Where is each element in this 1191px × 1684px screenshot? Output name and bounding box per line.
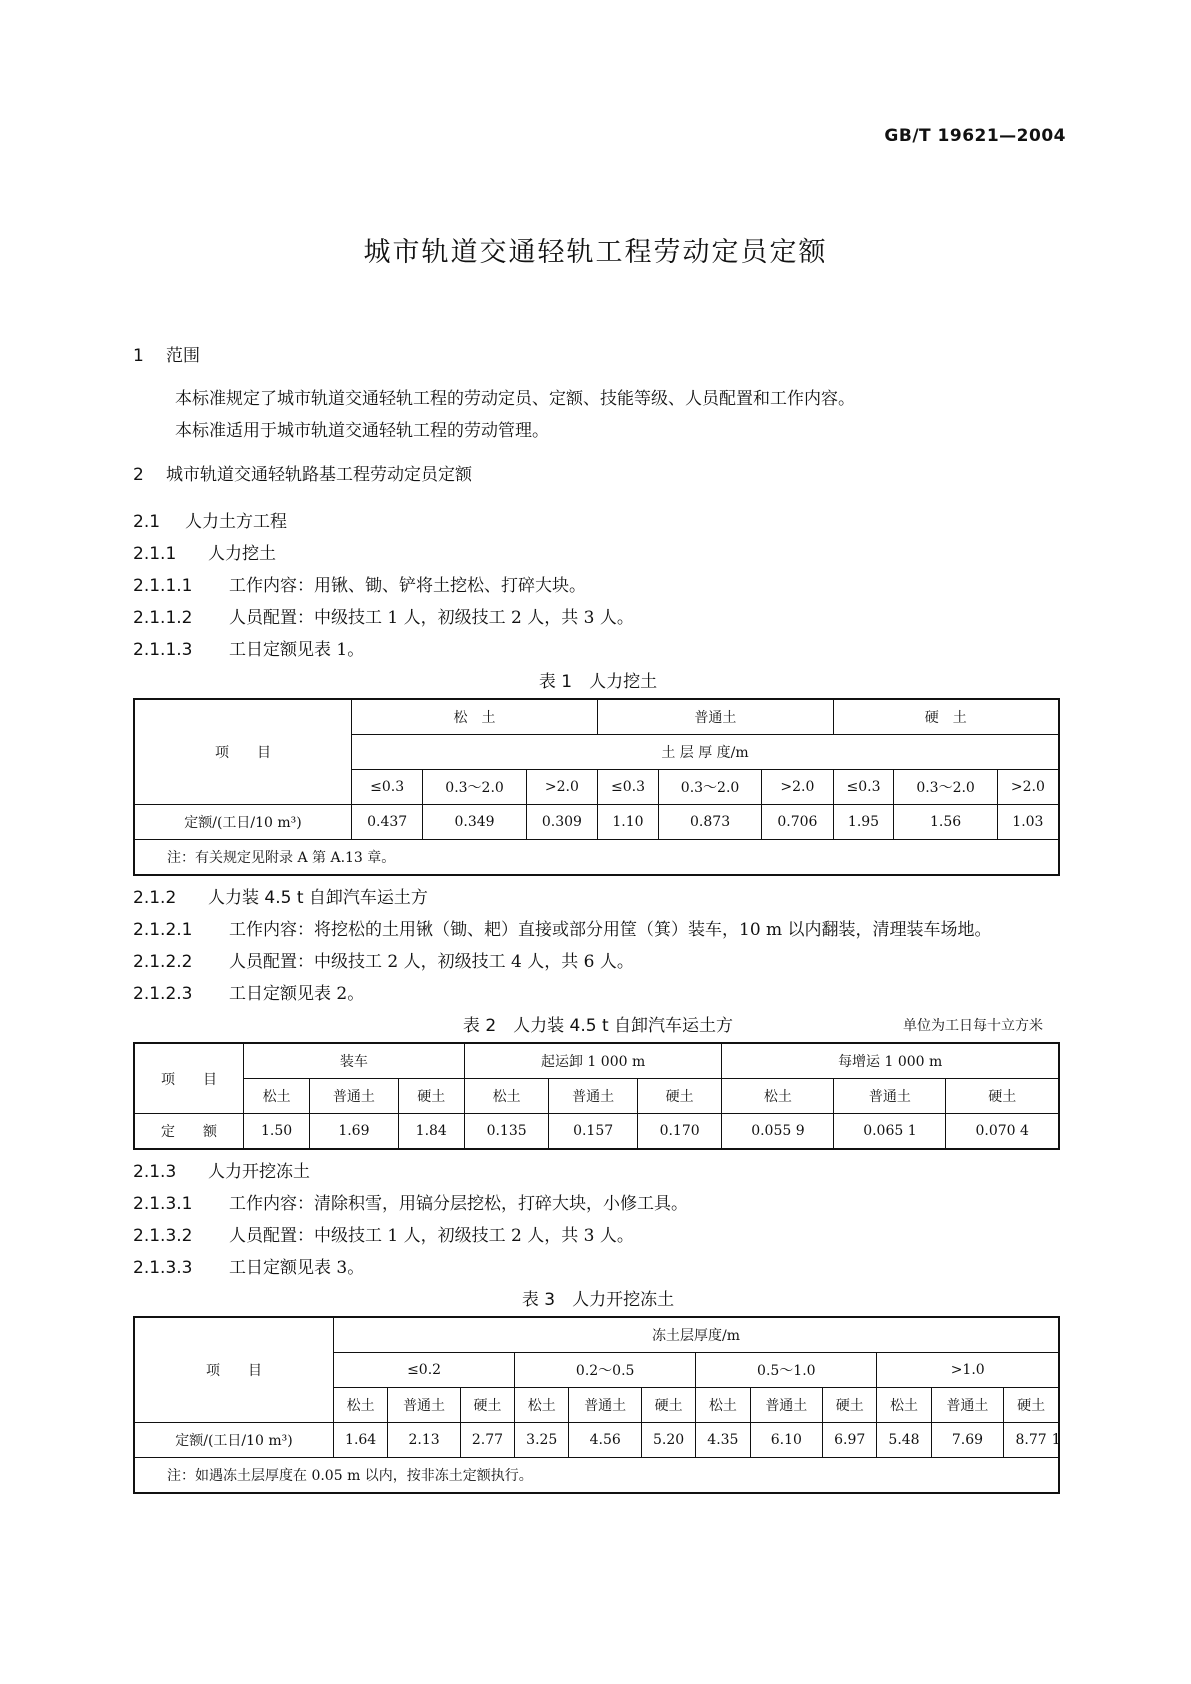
table-cell: 1.69 (310, 1114, 398, 1150)
clause-number: 2.1.3.1 (133, 1194, 193, 1214)
table-col-header: >2.0 (762, 770, 833, 805)
table-col-header: 普通土 (310, 1079, 398, 1114)
clause-number: 2.1.1.3 (133, 640, 193, 660)
clause-number: 2.1.3.2 (133, 1226, 193, 1246)
table-cell: 6.10 (750, 1423, 823, 1458)
table-cell: 0.309 (526, 805, 597, 840)
table-col-header: 硬土 (637, 1079, 722, 1114)
clause-number: 2.1.2.3 (133, 984, 193, 1004)
clause (133, 1252, 1063, 1284)
table-note: 注：如遇冻土层厚度在 0.05 m 以内，按非冻土定额执行。 (134, 1458, 1059, 1494)
document-title: 城市轨道交通轻轨工程劳动定员定额 (363, 237, 828, 268)
clause-text: 人员配置：中级技工 2 人，初级技工 4 人，共 6 人。 (229, 952, 634, 972)
section-title: 城市轨道交通轻轨路基工程劳动定员定额 (166, 465, 472, 485)
table-cell: 6.97 (823, 1423, 877, 1458)
table-cell: 0.170 (637, 1114, 722, 1150)
table-col-header: 松土 (722, 1079, 834, 1114)
table-item-header: 项 目 (134, 1317, 334, 1423)
table-cell: 1.64 (334, 1423, 388, 1458)
table-col-header: 硬土 (641, 1388, 695, 1423)
table-3-caption (133, 1284, 1063, 1316)
table-row (134, 805, 1059, 840)
table-col-header: 普通土 (388, 1388, 461, 1423)
table-col-header: 松土 (515, 1388, 569, 1423)
section-number: 2.1.2 (133, 888, 177, 908)
clause-number: 2.1.1.1 (133, 576, 193, 596)
section-title: 范围 (166, 346, 200, 366)
table-cell: 1.50 (244, 1114, 310, 1150)
table-cell: 1.95 (833, 805, 894, 840)
section-number: 2 (133, 465, 144, 485)
section-title: 人力开挖冻土 (208, 1162, 310, 1182)
table-cell: 5.20 (641, 1423, 695, 1458)
clause (133, 914, 1063, 946)
section-2-1-2-heading (133, 882, 1063, 914)
section-number: 2.1.1 (133, 544, 177, 564)
standard-code: GB/T 19621—2004 (884, 126, 1066, 146)
table-col-header: 0.3～2.0 (423, 770, 526, 805)
table-item-header: 项 目 (134, 699, 352, 805)
table-col-header: 硬土 (460, 1388, 514, 1423)
table-cell: 0.873 (658, 805, 761, 840)
section-2-1-heading (133, 506, 1063, 538)
table-col-header: 松土 (877, 1388, 931, 1423)
table-cell: 1.56 (894, 805, 997, 840)
caption-text: 表 2 人力装 4.5 t 自卸汽车运土方 (462, 1016, 734, 1036)
section-2-1-3-heading (133, 1156, 1063, 1188)
table-col-header: 普通土 (834, 1079, 946, 1114)
table-cell: 4.56 (569, 1423, 642, 1458)
table-cell: 1.84 (398, 1114, 464, 1150)
table-group-header: 装车 (244, 1043, 465, 1079)
table-row-label: 定额/(工日/10 m³) (134, 1423, 334, 1458)
table-cell: 0.157 (549, 1114, 637, 1150)
table-group-header: 每增运 1 000 m (722, 1043, 1059, 1079)
table-group-header: 0.2～0.5 (515, 1353, 696, 1388)
table-col-header: 松土 (696, 1388, 750, 1423)
section-2-heading (133, 459, 1063, 492)
table-cell: 0.065 1 (834, 1114, 946, 1150)
section-number: 2.1.3 (133, 1162, 177, 1182)
table-cell: 1.10 (598, 805, 659, 840)
table-2-caption (133, 1010, 1063, 1042)
table-col-header: 硬土 (823, 1388, 877, 1423)
table-col-header: >2.0 (997, 770, 1059, 805)
table-cell: 0.706 (762, 805, 833, 840)
clause-text: 工日定额见表 2。 (229, 984, 365, 1004)
section-2-1-1-heading (133, 538, 1063, 570)
table-3 (133, 1316, 1060, 1494)
section-title: 人力挖土 (208, 544, 276, 564)
table-group-header: 普通土 (598, 699, 834, 735)
clause-number: 2.1.2.1 (133, 920, 193, 940)
table-col-header: 松土 (244, 1079, 310, 1114)
page-number: 1 (1051, 1430, 1061, 1448)
paragraph: 本标准规定了城市轨道交通轻轨工程的劳动定员、定额、技能等级、人员配置和工作内容。 (175, 389, 855, 409)
clause-number: 2.1.3.3 (133, 1258, 193, 1278)
table-col-header: 普通土 (931, 1388, 1004, 1423)
table-col-header: 硬土 (1004, 1388, 1059, 1423)
clause-text: 人员配置：中级技工 1 人，初级技工 2 人，共 3 人。 (229, 608, 634, 628)
table-cell: 2.13 (388, 1423, 461, 1458)
clause-number: 2.1.2.2 (133, 952, 193, 972)
table-col-header: >2.0 (526, 770, 597, 805)
table-col-header: 硬土 (398, 1079, 464, 1114)
table-col-header: 松土 (464, 1079, 549, 1114)
table-col-header: 普通土 (750, 1388, 823, 1423)
table-row (134, 1423, 1059, 1458)
paragraph: 本标准适用于城市轨道交通轻轨工程的劳动管理。 (175, 421, 549, 441)
table-group-header: 松 土 (352, 699, 598, 735)
table-1 (133, 698, 1060, 876)
clause-text: 人员配置：中级技工 1 人，初级技工 2 人，共 3 人。 (229, 1226, 634, 1246)
table-cell: 8.77 (1004, 1423, 1059, 1458)
section-1-heading (133, 340, 1063, 373)
table-sub-header: 冻土层厚度/m (334, 1317, 1060, 1353)
caption-text: 表 1 人力挖土 (538, 672, 658, 692)
table-cell: 7.69 (931, 1423, 1004, 1458)
table-col-header: 硬土 (946, 1079, 1059, 1114)
table-note: 注：有关规定见附录 A 第 A.13 章。 (134, 840, 1059, 876)
clause-number: 2.1.1.2 (133, 608, 193, 628)
table-cell: 5.48 (877, 1423, 931, 1458)
table-unit: 单位为工日每十立方米 (903, 1018, 1043, 1034)
table-group-header: 起运卸 1 000 m (464, 1043, 722, 1079)
clause-text: 工日定额见表 1。 (229, 640, 365, 660)
clause-text: 工作内容：将挖松的土用锹（锄、耙）直接或部分用筐（箕）装车，10 m 以内翻装，清理装车场地。 (229, 920, 992, 940)
table-col-header: ≤0.3 (598, 770, 659, 805)
table-cell: 0.055 9 (722, 1114, 834, 1150)
section-title: 人力装 4.5 t 自卸汽车运土方 (208, 888, 428, 908)
table-item-header: 项 目 (134, 1043, 244, 1114)
clause (133, 1188, 1063, 1220)
table-col-header: 普通土 (549, 1079, 637, 1114)
table-cell: 0.135 (464, 1114, 549, 1150)
table-col-header: 普通土 (569, 1388, 642, 1423)
clause (133, 634, 1063, 666)
table-row-label: 定额/(工日/10 m³) (134, 805, 352, 840)
table-group-header: 硬 土 (833, 699, 1059, 735)
table-2 (133, 1042, 1060, 1150)
section-number: 2.1 (133, 512, 161, 532)
table-row (134, 1114, 1059, 1150)
table-sub-header: 土 层 厚 度/m (352, 735, 1060, 770)
table-col-header: 0.3～2.0 (894, 770, 997, 805)
section-number: 1 (133, 346, 144, 366)
table-row-label: 定 额 (134, 1114, 244, 1150)
table-1-caption (133, 666, 1063, 698)
table-group-header: >1.0 (877, 1353, 1059, 1388)
document-body (133, 340, 1063, 1494)
table-col-header: 0.3～2.0 (658, 770, 761, 805)
table-cell: 3.25 (515, 1423, 569, 1458)
clause (133, 946, 1063, 978)
caption-text: 表 3 人力开挖冻土 (521, 1290, 675, 1310)
clause (133, 1220, 1063, 1252)
table-cell: 0.437 (352, 805, 423, 840)
clause (133, 570, 1063, 602)
table-cell: 4.35 (696, 1423, 750, 1458)
table-col-header: ≤0.3 (352, 770, 423, 805)
clause-text: 工作内容：用锹、锄、铲将土挖松、打碎大块。 (229, 576, 586, 596)
section-title: 人力土方工程 (185, 512, 287, 532)
table-col-header: 松土 (334, 1388, 388, 1423)
clause (133, 978, 1063, 1010)
table-cell: 0.349 (423, 805, 526, 840)
clause-text: 工日定额见表 3。 (229, 1258, 365, 1278)
table-cell: 2.77 (460, 1423, 514, 1458)
table-group-header: ≤0.2 (334, 1353, 515, 1388)
table-group-header: 0.5～1.0 (696, 1353, 877, 1388)
table-cell: 1.03 (997, 805, 1059, 840)
table-cell: 0.070 4 (946, 1114, 1059, 1150)
clause (133, 602, 1063, 634)
clause-text: 工作内容：清除积雪，用镐分层挖松，打碎大块，小修工具。 (229, 1194, 688, 1214)
table-col-header: ≤0.3 (833, 770, 894, 805)
